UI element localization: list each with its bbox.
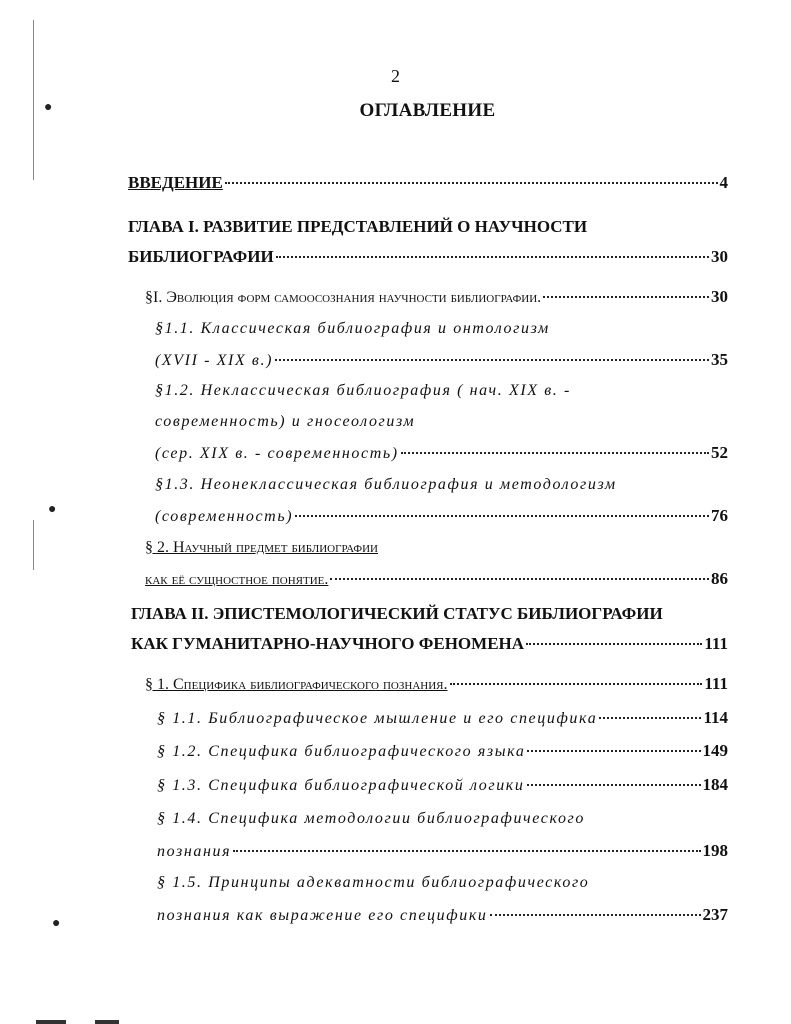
toc-chapter-1-title[interactable]: ГЛАВА I. РАЗВИТИЕ ПРЕДСТАВЛЕНИЙ О НАУЧНОСТИ bbox=[128, 217, 588, 236]
dot-leader bbox=[527, 750, 700, 752]
page-ref: 86 bbox=[711, 569, 728, 588]
toc-chapter-2-subsection-1-1[interactable]: § 1.1. Библиографическое мышление и его специфика 114 bbox=[157, 708, 728, 727]
toc-chapter-1[interactable]: БИБЛИОГРАФИИ 30 bbox=[128, 247, 728, 266]
toc-section-1[interactable]: §I. Эволюция форм самоосознания научности библиографии. 30 bbox=[145, 287, 728, 306]
toc-chapter-2-subsection-1-4[interactable]: познания 198 bbox=[157, 841, 728, 860]
toc-chapter-2-subsection-1-3[interactable]: § 1.3. Специфика библиографической логики 184 bbox=[157, 775, 728, 794]
toc-section-2[interactable]: как её сущностное понятие. 86 bbox=[145, 569, 728, 588]
toc-subsection-1-1-title[interactable]: §1.1. Классическая библиография и онтологизм bbox=[155, 320, 550, 337]
dot-leader bbox=[295, 515, 709, 517]
page-number: 2 bbox=[391, 66, 400, 86]
dot-leader bbox=[543, 296, 709, 298]
dot-leader bbox=[275, 359, 709, 361]
toc-subsection-1-2-title[interactable]: §1.2. Неклассическая библиография ( нач. XIX в. - bbox=[155, 382, 571, 399]
page-ref: 111 bbox=[704, 634, 728, 653]
dot-leader bbox=[276, 256, 709, 258]
toc-subsection-1-3[interactable]: (современность) 76 bbox=[155, 506, 728, 525]
page-ref: 35 bbox=[711, 350, 728, 369]
punch-hole-mark: ● bbox=[52, 916, 61, 931]
toc-chapter-2-subsection-1-5-title[interactable]: § 1.5. Принципы адекватности библиографического bbox=[157, 874, 590, 891]
dot-leader bbox=[490, 914, 701, 916]
dot-leader bbox=[450, 683, 703, 685]
punch-hole-mark: ● bbox=[44, 100, 53, 115]
page-ref: 198 bbox=[702, 841, 728, 860]
toc-entry-introduction[interactable]: ВВЕДЕНИЕ 4 bbox=[128, 173, 728, 192]
dot-leader bbox=[527, 784, 701, 786]
toc-subsection-1-2[interactable]: (сер. XIX в. - современность) 52 bbox=[155, 443, 728, 462]
toc-subsection-1-1[interactable]: (XVII - XIX в.) 35 bbox=[155, 350, 728, 369]
page-ref: 30 bbox=[711, 247, 728, 266]
page-ref: 76 bbox=[711, 506, 728, 525]
page-ref: 30 bbox=[711, 287, 728, 306]
page-ref: 114 bbox=[703, 708, 728, 727]
page-ref: 184 bbox=[702, 775, 728, 794]
toc-subsection-1-2-title-cont[interactable]: современность) и гносеологизм bbox=[155, 413, 416, 430]
dot-leader bbox=[330, 578, 709, 580]
page-title: ОГЛАВЛЕНИЕ bbox=[359, 100, 496, 121]
toc-chapter-2-section-1[interactable]: § 1. Специфика библиографического познания. 111 bbox=[145, 674, 728, 693]
toc-subsection-1-3-title[interactable]: §1.3. Неонеклассическая библиография и методологизм bbox=[155, 476, 617, 493]
toc-section-2-title[interactable]: § 2. Научный предмет библиографии bbox=[145, 539, 379, 556]
dot-leader bbox=[225, 182, 718, 184]
toc-chapter-2-title[interactable]: ГЛАВА II. ЭПИСТЕМОЛОГИЧЕСКИЙ СТАТУС БИБЛИОГРАФИИ bbox=[131, 604, 663, 623]
dot-leader bbox=[599, 717, 701, 719]
dot-leader bbox=[401, 452, 709, 454]
page-ref: 149 bbox=[702, 741, 728, 760]
toc-chapter-2-subsection-1-4-title[interactable]: § 1.4. Специфика методологии библиографического bbox=[157, 810, 585, 827]
page-ref: 4 bbox=[719, 173, 728, 192]
dot-leader bbox=[233, 850, 700, 852]
toc-chapter-2[interactable]: КАК ГУМАНИТАРНО-НАУЧНОГО ФЕНОМЕНА 111 bbox=[131, 634, 728, 653]
page-ref: 111 bbox=[704, 674, 728, 693]
page-ref: 237 bbox=[702, 905, 728, 924]
dot-leader bbox=[526, 643, 702, 645]
page-ref: 52 bbox=[711, 443, 728, 462]
toc-chapter-2-subsection-1-5[interactable]: познания как выражение его специфики 237 bbox=[157, 905, 728, 924]
toc-chapter-2-subsection-1-2[interactable]: § 1.2. Специфика библиографического языка 149 bbox=[157, 741, 728, 760]
punch-hole-mark: ● bbox=[48, 502, 57, 517]
